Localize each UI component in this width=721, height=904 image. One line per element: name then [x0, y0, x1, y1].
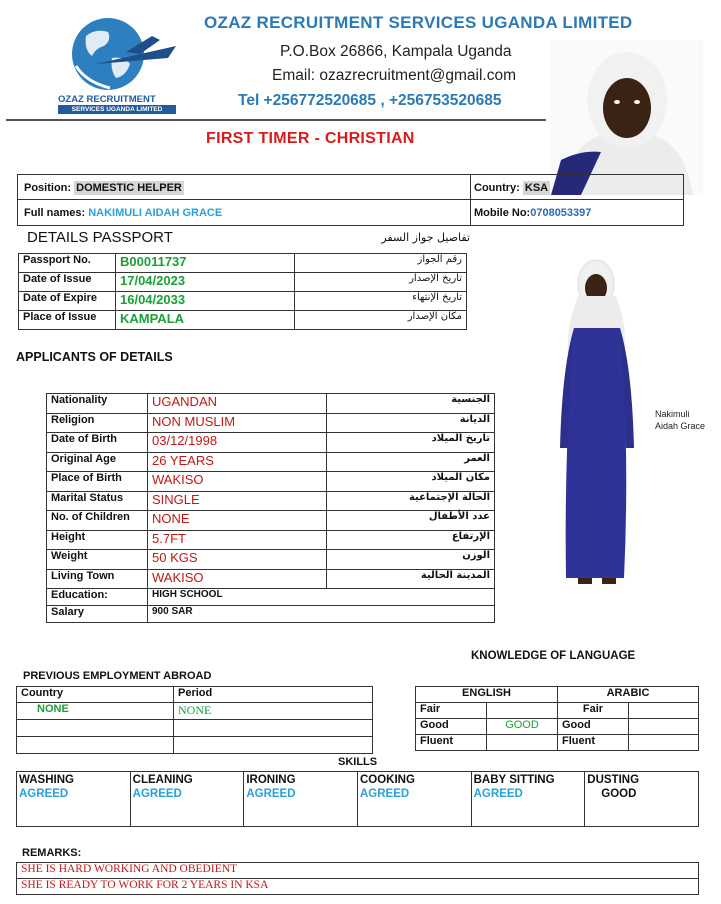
applicant-row	[47, 433, 495, 453]
company-logo	[56, 6, 186, 116]
skill-value: GOOD	[601, 788, 637, 800]
skill-value: AGREED	[246, 788, 296, 800]
employment-heading: PREVIOUS EMPLOYMENT ABROAD	[23, 670, 212, 682]
applicant-row-label: No. of Children	[47, 511, 148, 531]
skill-value: AGREED	[473, 788, 523, 800]
email: Email: ozazrecruitment@gmail.com	[272, 67, 516, 84]
applicant-row-label: Original Age	[47, 452, 148, 472]
logo-subtext: SERVICES UGANDA LIMITED	[58, 105, 176, 114]
applicant-row-ar: الديانة	[327, 413, 495, 433]
applicant-row-label: Nationality	[47, 394, 148, 414]
passport-heading-ar: تفاصيل جواز السفر	[381, 231, 470, 244]
header-divider	[6, 119, 546, 121]
po-box: P.O.Box 26866, Kampala Uganda	[280, 43, 512, 60]
skill-name: WASHING	[19, 774, 74, 786]
passport-row-label: Date of Issue	[19, 273, 116, 292]
remarks-table	[16, 862, 699, 895]
applicant-row	[47, 530, 495, 550]
applicant-row-ar: عدد الأطفال	[327, 511, 495, 531]
skill-cell	[17, 772, 131, 827]
applicant-row-ar: الحالة الإجتماعية	[327, 491, 495, 511]
position-block	[17, 174, 684, 226]
language-arabic: ARABIC	[558, 687, 699, 703]
passport-row-value: 17/04/2023	[116, 273, 295, 292]
company-name: OZAZ RECRUITMENT SERVICES UGANDA LIMITED	[204, 13, 633, 32]
person-headshot-icon	[551, 40, 703, 195]
passport-row-label: Date of Expire	[19, 292, 116, 311]
applicant-row-ar: تاريخ الميلاد	[327, 433, 495, 453]
position-value: DOMESTIC HELPER	[76, 182, 182, 194]
language-heading: KNOWLEDGE OF LANGUAGE	[471, 650, 636, 662]
applicant-row-ar: الجنسية	[327, 394, 495, 414]
applicant-row-value: SINGLE	[148, 491, 327, 511]
arabic-fluent: Fluent	[558, 735, 629, 751]
salary-label: Salary	[47, 606, 148, 623]
photo-caption: Nakimuli Aidah Grace	[655, 409, 706, 431]
applicant-row	[47, 394, 495, 414]
applicant-row-value: NONE	[148, 511, 327, 531]
employment-country: NONE	[17, 703, 174, 720]
passport-heading: DETAILS PASSPORT	[27, 229, 173, 246]
skill-name: DUSTING	[587, 774, 640, 786]
applicant-row	[47, 413, 495, 433]
skills-table	[16, 771, 699, 827]
full-names: Full names: NAKIMULI AIDAH GRACE	[24, 207, 223, 219]
applicant-row-value: WAKISO	[148, 472, 327, 492]
skill-name: COOKING	[359, 774, 415, 786]
remark-line-2: SHE IS READY TO WORK FOR 2 YEARS IN KSA	[17, 879, 699, 895]
passport-row	[19, 311, 467, 330]
applicant-row-label: Weight	[47, 550, 148, 570]
remark-line-1: SHE IS HARD WORKING AND OBEDIENT	[17, 863, 699, 879]
arabic-good: Good	[558, 719, 629, 735]
applicant-row-ar: الوزن	[327, 550, 495, 570]
mobile-value: 0708053397	[530, 207, 592, 219]
passport-row	[19, 273, 467, 292]
passport-row	[19, 292, 467, 311]
employment-table	[16, 686, 373, 754]
country-value: KSA	[524, 182, 549, 194]
skill-name: CLEANING	[132, 774, 193, 786]
position-label: Position: DOMESTIC HELPER	[24, 182, 182, 194]
person-fullbody-icon	[554, 256, 640, 592]
full-names-value: NAKIMULI AIDAH GRACE	[88, 207, 223, 219]
skill-cell	[585, 772, 699, 827]
applicant-row-label: Height	[47, 530, 148, 550]
skill-cell	[471, 772, 585, 827]
education-value: HIGH SCHOOL	[148, 589, 495, 606]
applicant-row-ar: المدينة الحالية	[327, 569, 495, 589]
applicant-row-ar: مكان الميلاد	[327, 472, 495, 492]
applicant-row	[47, 491, 495, 511]
education-label: Education:	[47, 589, 148, 606]
remarks-heading: REMARKS:	[22, 847, 82, 859]
passport-row	[19, 254, 467, 273]
passport-row-ar: مكان الإصدار	[295, 311, 467, 330]
arabic-fair: Fair	[558, 703, 629, 719]
applicant-row-label: Place of Birth	[47, 472, 148, 492]
applicant-heading: APPLICANTS OF DETAILS	[16, 350, 173, 364]
english-fluent: Fluent	[416, 735, 487, 751]
applicant-row-value: 50 KGS	[148, 550, 327, 570]
passport-row-ar: تاريخ الإصدار	[295, 273, 467, 292]
page-title: FIRST TIMER - CHRISTIAN	[206, 130, 415, 147]
applicant-row	[47, 511, 495, 531]
applicant-row-label: Date of Birth	[47, 433, 148, 453]
country-label: Country: KSA	[474, 182, 549, 194]
english-good-value: GOOD	[487, 719, 558, 735]
skill-cell	[357, 772, 471, 827]
english-good: Good	[416, 719, 487, 735]
passport-row-value: 16/04/2033	[116, 292, 295, 311]
passport-table	[18, 253, 467, 330]
applicant-row-label: Marital Status	[47, 491, 148, 511]
applicant-row-value: NON MUSLIM	[148, 413, 327, 433]
applicant-row-value: 26 YEARS	[148, 452, 327, 472]
language-english: ENGLISH	[416, 687, 558, 703]
logo-text: OZAZ RECRUITMENT	[58, 94, 156, 105]
applicant-row-value: 03/12/1998	[148, 433, 327, 453]
skills-heading: SKILLS	[338, 756, 378, 768]
skill-cell	[130, 772, 244, 827]
skill-value: AGREED	[132, 788, 182, 800]
skill-cell	[244, 772, 358, 827]
full-body-photo	[554, 256, 640, 592]
passport-row-ar: رقم الجواز	[295, 254, 467, 273]
employment-period: NONE	[174, 703, 373, 720]
skill-value: AGREED	[359, 788, 410, 800]
applicant-row	[47, 472, 495, 492]
applicant-row-label: Religion	[47, 413, 148, 433]
skill-name: IRONING	[246, 774, 296, 786]
passport-row-value: KAMPALA	[116, 311, 295, 330]
skill-value: AGREED	[19, 788, 69, 800]
english-fair: Fair	[416, 703, 487, 719]
applicant-row	[47, 550, 495, 570]
language-table	[415, 686, 699, 751]
skill-name: BABY SITTING	[473, 774, 555, 786]
applicant-row-value: 5.7FT	[148, 530, 327, 550]
employment-col-period: Period	[174, 687, 373, 703]
applicant-table	[46, 393, 495, 623]
passport-row-ar: تاريخ الإنتهاء	[295, 292, 467, 311]
passport-row-label: Passport No.	[19, 254, 116, 273]
applicant-row-value: UGANDAN	[148, 394, 327, 414]
headshot-photo	[551, 40, 703, 195]
employment-col-country: Country	[17, 687, 174, 703]
mobile: Mobile No:0708053397	[474, 207, 592, 219]
applicant-row-ar: العمر	[327, 452, 495, 472]
passport-row-value: B00011737	[116, 254, 295, 273]
telephone: Tel +256772520685 , +256753520685	[238, 92, 502, 109]
applicant-row-ar: الإرتفاع	[327, 530, 495, 550]
passport-row-label: Place of Issue	[19, 311, 116, 330]
salary-value: 900 SAR	[148, 606, 495, 623]
applicant-row-label: Living Town	[47, 569, 148, 589]
applicant-row	[47, 569, 495, 589]
applicant-row	[47, 452, 495, 472]
applicant-row-value: WAKISO	[148, 569, 327, 589]
